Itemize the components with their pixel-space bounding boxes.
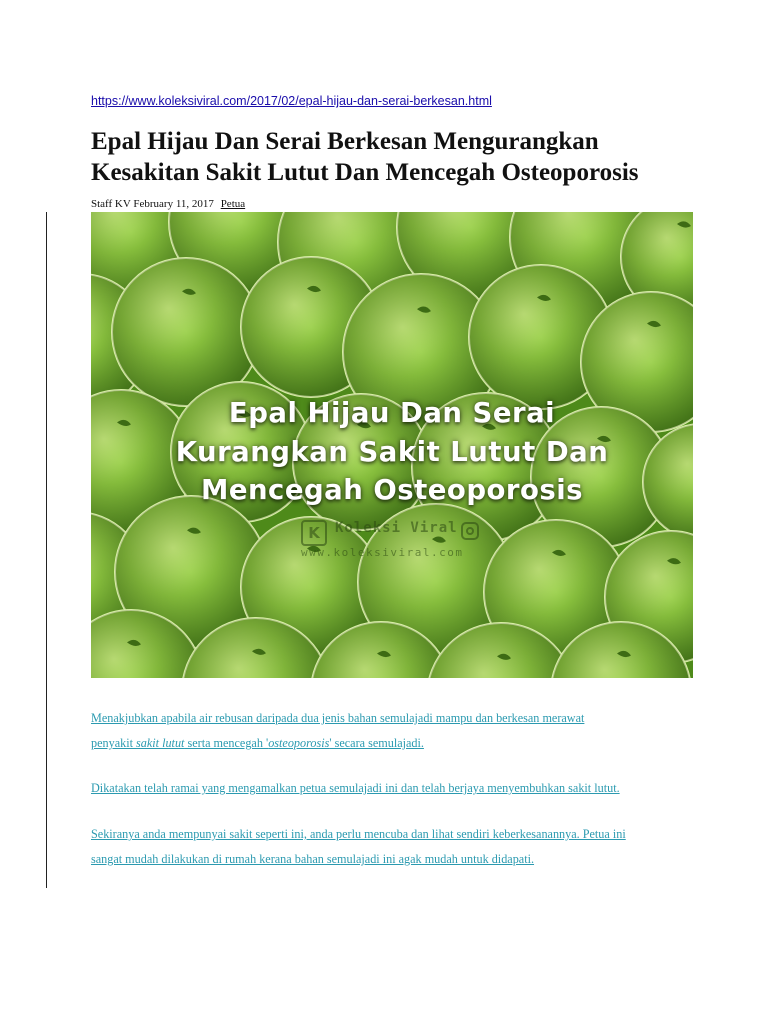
- hero-title-line-2: Kurangkan Sakit Lutut Dan: [175, 435, 609, 468]
- author: Staff KV: [91, 198, 131, 210]
- watermark-url: www.koleksiviral.com: [301, 546, 464, 559]
- p1-italic-sakit-lutut: sakit lutut: [136, 736, 185, 750]
- byline: [91, 198, 245, 210]
- article-title: [91, 126, 701, 188]
- p1-italic-osteoporosis: osteoporosis: [268, 736, 330, 750]
- hero-title: [91, 394, 693, 510]
- category-link[interactable]: Petua: [220, 198, 246, 210]
- paragraph-2-line-1: Dikatakan telah ramai yang mengamalkan petua semulajadi ini dan telah berjaya menyembuhkan sakit lutut.: [91, 781, 620, 795]
- p1-run-e: ' secara semulajadi.: [329, 736, 424, 750]
- instagram-icon: [461, 522, 479, 540]
- source-url-link[interactable]: https://www.koleksiviral.com/2017/02/epal-hijau-dan-serai-berkesan.html: [91, 94, 492, 108]
- watermark-logo-icon: K: [301, 520, 327, 546]
- hero-title-line-1: Epal Hijau Dan Serai: [228, 397, 556, 429]
- watermark: [301, 518, 491, 560]
- p1-run-a: penyakit: [91, 736, 137, 750]
- margin-rule: [46, 212, 47, 888]
- paragraph-1[interactable]: [91, 706, 691, 756]
- paragraph-1-line-1: Menakjubkan apabila air rebusan daripada dua jenis bahan semulajadi mampu dan berkesan merawat: [91, 711, 585, 725]
- article-title-line-2: Kesakitan Sakit Lutut Dan Mencegah Osteoporosis: [91, 159, 639, 186]
- paragraph-3-line-2: sangat mudah dilakukan di rumah kerana bahan semulajadi ini agak mudah untuk didapati.: [91, 852, 535, 866]
- publish-date: February 11, 2017: [133, 198, 214, 210]
- paragraph-1-line-2: [91, 731, 691, 756]
- article-title-line-1: Epal Hijau Dan Serai Berkesan Mengurangkan: [91, 128, 599, 155]
- hero-image: [91, 212, 693, 678]
- hero-title-line-3: Mencegah Osteoporosis: [200, 474, 584, 506]
- paragraph-3[interactable]: [91, 822, 691, 872]
- p1-run-c: serta mencegah ': [184, 736, 269, 750]
- paragraph-3-line-1: Sekiranya anda mempunyai sakit seperti ini, anda perlu mencuba dan lihat sendiri keberkesanannya. Petua ini: [91, 827, 626, 841]
- watermark-name: Koleksi Viral: [335, 520, 458, 536]
- paragraph-2[interactable]: [91, 776, 691, 801]
